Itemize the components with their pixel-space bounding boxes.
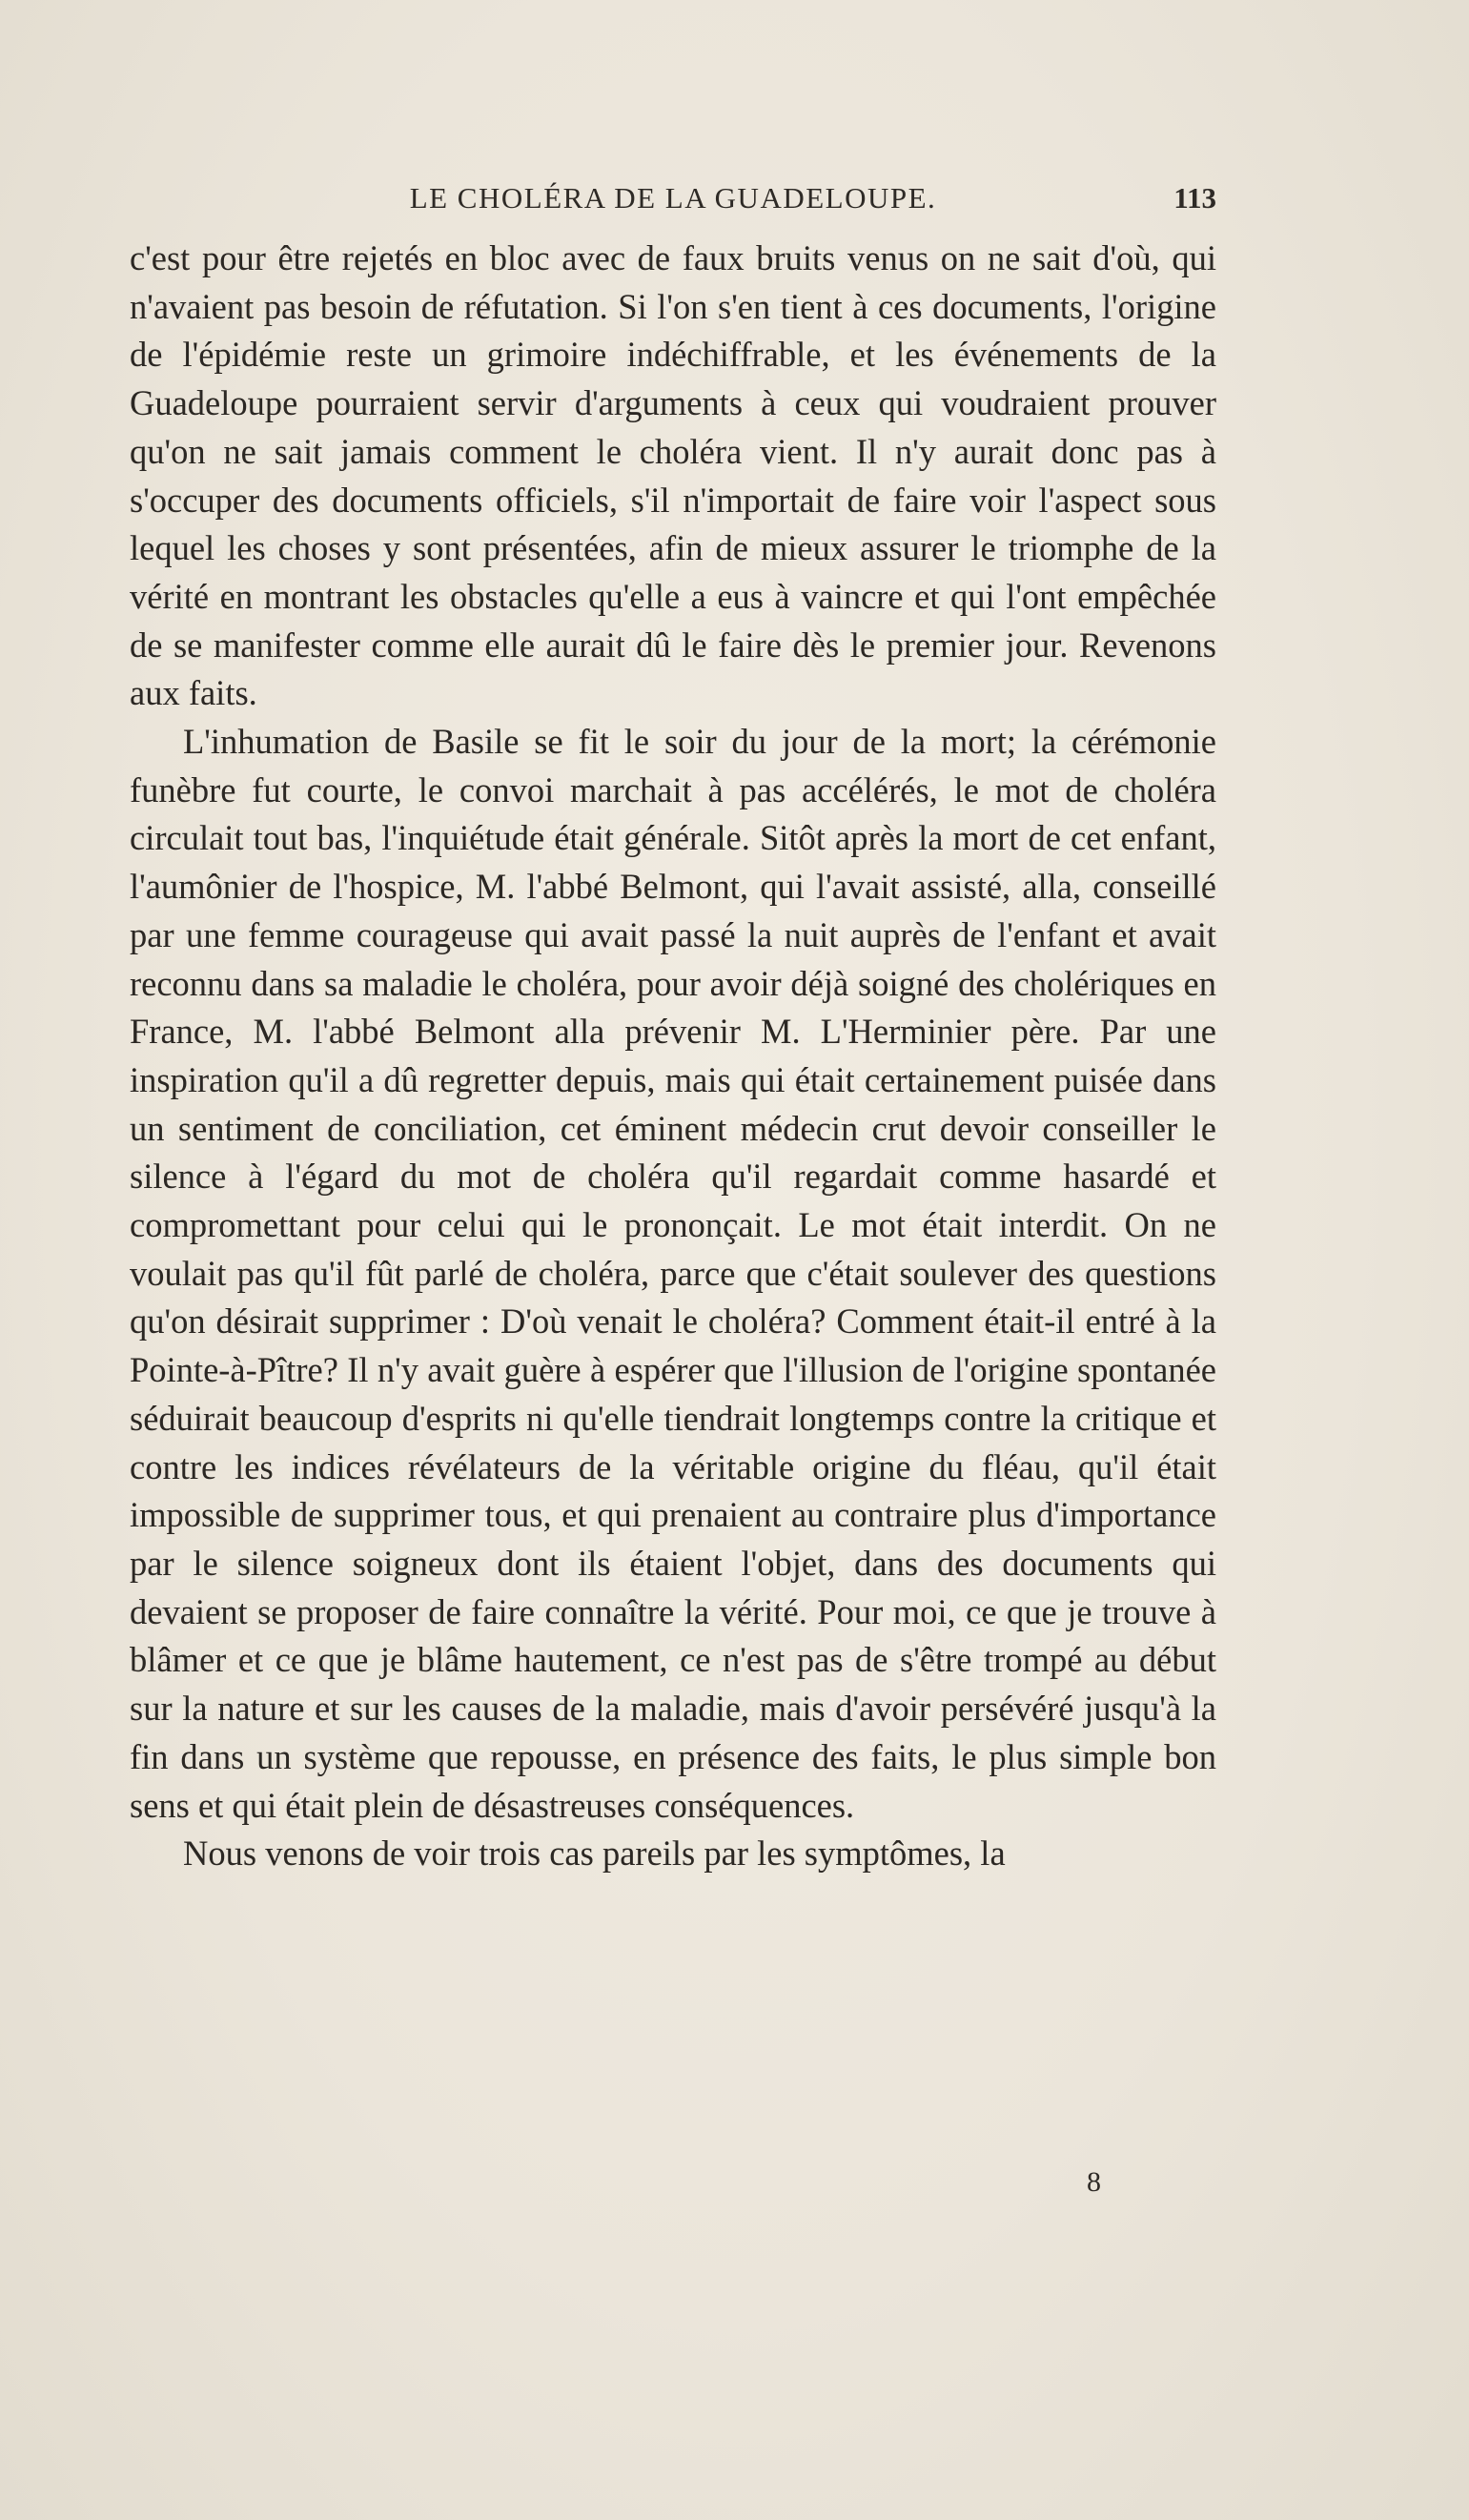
page-number: 113	[1173, 181, 1216, 215]
body-text	[130, 235, 1216, 1878]
paragraph: L'inhumation de Basile se fit le soir du jour de la mort; la cérémonie funèbre fut courte, le convoi marchait à pas accélérés, le mot de choléra circulait tout bas, l'inquiétude était générale. Sitôt après la mort de cet enfant, l'aumônier de l'hospice, M. l'abbé Belmont, qui l'avait assisté, alla, conseillé par une femme courageuse qui avait passé la nuit auprès de l'enfant et avait reconnu dans sa maladie le choléra, pour avoir déjà soigné des cholériques en France, M. l'abbé Belmont alla prévenir M. L'Herminier père. Par une inspiration qu'il a dû regretter depuis, mais qui était certainement puisée dans un sentiment de conciliation, cet éminent médecin crut devoir conseiller le silence à l'égard du mot de choléra qu'il regardait comme hasardé et compromettant pour celui qui le prononçait. Le mot était interdit. On ne voulait pas qu'il fût parlé de choléra, parce que c'était soulever des questions qu'on désirait supprimer : D'où venait le choléra? Comment était-il entré à la Pointe-à-Pître? Il n'y avait guère à espérer que l'illusion de l'origine spontanée séduirait beaucoup d'esprits ni qu'elle tiendrait longtemps contre la critique et contre les indices révélateurs de la véritable origine du fléau, qu'il était impossible de supprimer tous, et qui prenaient au contraire plus d'importance par le silence soigneux dont ils étaient l'objet, dans des documents qui devaient se proposer de faire connaître la vérité. Pour moi, ce que je trouve à blâmer et ce que je blâme hautement, ce n'est pas de s'être trompé au début sur la nature et sur les causes de la maladie, mais d'avoir persévéré jusqu'à la fin dans un système que repousse, en présence des faits, le plus simple bon sens et qui était plein de désastreuses conséquences.	[130, 722, 1216, 1825]
signature-mark: 8	[1087, 2166, 1101, 2198]
running-title: LE CHOLÉRA DE LA GUADELOUPE.	[409, 181, 937, 215]
paragraph: c'est pour être rejetés en bloc avec de faux bruits venus on ne sait d'où, qui n'avaient pas besoin de réfutation. Si l'on s'en tient à ces documents, l'origine de l'épidémie reste un grimoire indéchiffrable, et les événements de la Guadeloupe pourraient servir d'arguments à ceux qui voudraient prouver qu'on ne sait jamais comment le choléra vient. Il n'y aurait donc pas à s'occuper des documents officiels, s'il n'importait de faire voir l'aspect sous lequel les choses y sont présentées, afin de mieux assurer le triomphe de la vérité en montrant les obstacles qu'elle a eus à vaincre et qui l'ont empêchée de se manifester comme elle aurait dû le faire dès le premier jour. Revenons aux faits.	[130, 238, 1216, 713]
page-header	[130, 181, 1216, 229]
paragraph: Nous venons de voir trois cas pareils par les symptômes, la	[183, 1834, 1006, 1874]
